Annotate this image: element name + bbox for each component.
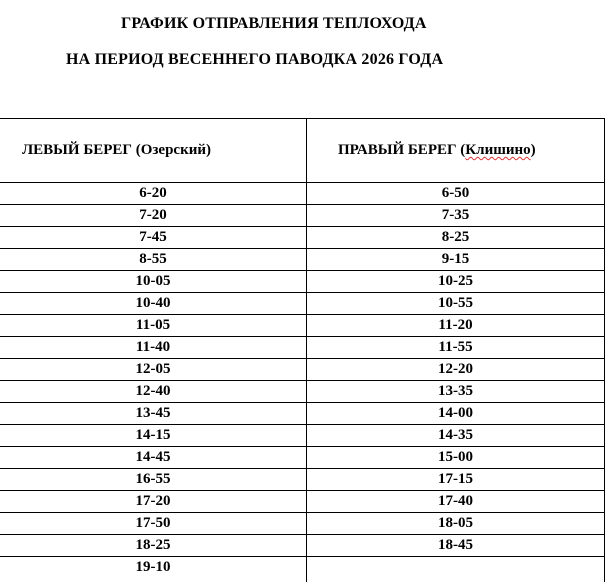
right-header-place: Клишино [465, 142, 531, 158]
left-bank-time: 16-55 [135, 471, 171, 487]
table-row [0, 227, 605, 249]
right-bank-time: 11-55 [438, 339, 473, 355]
left-bank-time: 10-05 [135, 273, 171, 289]
table-row [0, 381, 605, 403]
right-bank-time: 15-00 [438, 449, 473, 465]
table-row [0, 315, 605, 337]
right-bank-time [307, 557, 604, 578]
title-line-1: ГРАФИК ОТПРАВЛЕНИЯ ТЕПЛОХОДА [121, 15, 427, 32]
schedule-table-body [0, 183, 605, 578]
left-bank-header: ЛЕВЫЙ БЕРЕГ (Озерский) [22, 142, 211, 158]
right-bank-time: 13-35 [438, 383, 473, 399]
left-bank-time: 12-05 [135, 361, 171, 377]
left-bank-time: 13-45 [135, 405, 171, 421]
right-bank-time: 12-20 [438, 361, 473, 377]
right-bank-time: 17-40 [438, 493, 473, 509]
table-row [0, 205, 605, 227]
right-header-prefix: ПРАВЫЙ БЕРЕГ ( [338, 142, 466, 158]
left-bank-time: 8-55 [139, 251, 167, 267]
left-bank-time: 7-20 [139, 207, 167, 223]
right-bank-time: 11-20 [438, 317, 473, 333]
left-bank-time: 12-40 [135, 383, 171, 399]
left-bank-time: 17-50 [135, 515, 171, 531]
left-bank-time: 11-05 [135, 317, 171, 333]
table-row [0, 491, 605, 513]
table-row [0, 403, 605, 425]
right-bank-time: 9-15 [441, 251, 470, 267]
left-bank-time: 14-15 [135, 427, 171, 443]
right-bank-time: 18-45 [438, 537, 473, 553]
title-line-2: НА ПЕРИОД ВЕСЕННЕГО ПАВОДКА 2026 ГОДА [66, 51, 444, 68]
right-bank-time: 7-35 [441, 207, 470, 223]
table-row [0, 271, 605, 293]
right-bank-time: 10-55 [438, 295, 473, 311]
table-row [0, 293, 605, 315]
left-bank-time: 14-45 [135, 449, 171, 465]
right-bank-time: 8-25 [441, 229, 470, 245]
table-row [0, 535, 605, 557]
right-bank-time: 6-50 [441, 185, 470, 201]
left-bank-time: 17-20 [135, 493, 171, 509]
left-bank-time: 6-20 [139, 185, 167, 201]
right-bank-time: 18-05 [438, 515, 473, 531]
table-row [0, 513, 605, 535]
right-bank-time: 17-15 [438, 471, 473, 487]
left-bank-time: 11-40 [135, 339, 171, 355]
table-top-border [0, 118, 605, 119]
table-row [0, 249, 605, 271]
left-bank-time: 10-40 [135, 295, 171, 311]
left-bank-time: 18-25 [135, 537, 171, 553]
right-bank-header [338, 142, 536, 159]
table-row [0, 183, 605, 205]
left-bank-time: 7-45 [139, 229, 167, 245]
table-row [0, 557, 605, 578]
right-bank-time: 14-00 [438, 405, 473, 421]
right-header-suffix: ) [530, 142, 536, 158]
table-row [0, 469, 605, 491]
right-bank-time: 10-25 [438, 273, 473, 289]
right-bank-time: 14-35 [438, 427, 473, 443]
table-row [0, 425, 605, 447]
table-row [0, 359, 605, 381]
table-row [0, 447, 605, 469]
table-row [0, 337, 605, 359]
left-bank-time: 19-10 [135, 559, 171, 575]
